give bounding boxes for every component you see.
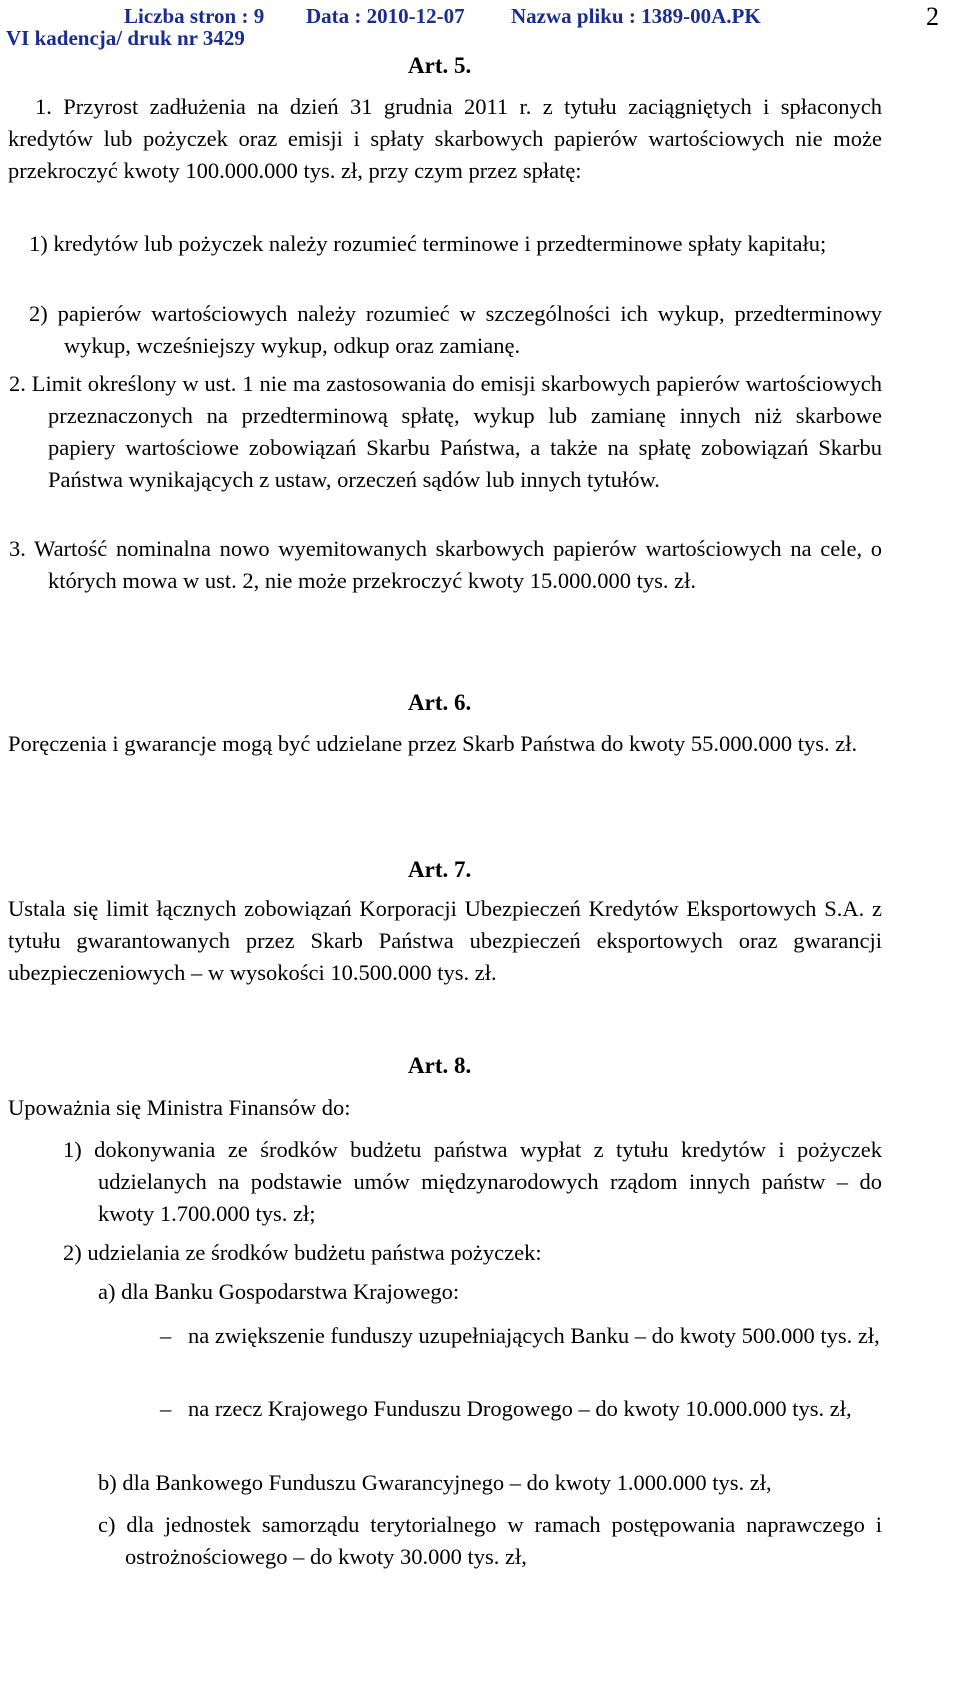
art7-text: Ustala się limit łącznych zobowiązań Korporacji Ubezpieczeń Kredytów Eksportowych S.A. z tytułu gwarantowanych przez Skarb Państwa ubezpieczeń eksportowych oraz gwarancji ubezpieczeniowych – w wysokości 10.500.000 tys. zł. xyxy=(8,896,882,985)
art5-paragraph-3: 3. Wartość nominalna nowo wyemitowanych skarbowych papierów wartościowych na cele, o których mowa w ust. 2, nie może przekroczyć kwoty 15.000.000 tys. zł. xyxy=(9,536,882,593)
art8-dash-item-2-marker: – xyxy=(160,1396,172,1421)
art8-item-2a: a) dla Banku Gospodarstwa Krajowego: xyxy=(98,1279,460,1304)
art8-item-1: 1) dokonywania ze środków budżetu państwa wypłat z tytułu kredytów i pożyczek udzielanych na podstawie umów międzynarodowych rządom innych państw – do kwoty 1.700.000 tys. zł; xyxy=(63,1137,882,1226)
art6-heading: Art. 6. xyxy=(408,690,472,715)
art8-heading: Art. 8. xyxy=(408,1053,472,1078)
art8-item-2: 2) udzielania ze środków budżetu państwa pożyczek: xyxy=(63,1240,542,1265)
header-page-count: Liczba stron : 9 xyxy=(124,4,265,28)
art5-item-2: 2) papierów wartościowych należy rozumieć w szczególności ich wykup, przedterminowy wykup, wcześniejszy wykup, odkup oraz zamianę. xyxy=(29,301,882,358)
art8-intro: Upoważnia się Ministra Finansów do: xyxy=(8,1095,351,1120)
page-number: 2 xyxy=(926,2,939,31)
header-edition: VI kadencja/ druk nr 3429 xyxy=(6,26,245,50)
art8-dash-item-1-marker: – xyxy=(160,1323,172,1348)
art8-dash-item-2: na rzecz Krajowego Funduszu Drogowego – do kwoty 10.000.000 tys. zł, xyxy=(188,1396,852,1421)
art7-heading: Art. 7. xyxy=(408,857,472,882)
art8-item-2c: c) dla jednostek samorządu terytorialnego w ramach postępowania naprawczego i ostrożnościowego – do kwoty 30.000 tys. zł, xyxy=(98,1512,882,1569)
art5-item-1: 1) kredytów lub pożyczek należy rozumieć terminowe i przedterminowe spłaty kapitału; xyxy=(29,231,827,256)
art8-item-2b: b) dla Bankowego Funduszu Gwarancyjnego – do kwoty 1.000.000 tys. zł, xyxy=(98,1470,772,1495)
art8-dash-item-1: na zwiększenie funduszy uzupełniających Banku – do kwoty 500.000 tys. zł, xyxy=(188,1323,880,1348)
art5-paragraph-1: 1. Przyrost zadłużenia na dzień 31 grudnia 2011 r. z tytułu zaciągniętych i spłaconych kredytów lub pożyczek oraz emisji i spłaty skarbowych papierów wartościowych nie może przekroczyć kwoty 100.000.000 tys. zł, przy czym przez spłatę: xyxy=(8,94,882,183)
header-date: Data : 2010-12-07 xyxy=(306,4,465,28)
art6-text: Poręczenia i gwarancje mogą być udzielane przez Skarb Państwa do kwoty 55.000.000 tys. zł. xyxy=(8,731,858,756)
header-filename: Nazwa pliku : 1389-00A.PK xyxy=(511,4,761,28)
art5-heading: Art. 5. xyxy=(408,53,472,78)
art5-paragraph-2: 2. Limit określony w ust. 1 nie ma zastosowania do emisji skarbowych papierów wartościowych przeznaczonych na przedterminową spłatę, wykup lub zamianę innych niż skarbowe papiery wartościowe zobowiązań Skarbu Państwa, a także na spłatę zobowiązań Skarbu Państwa wynikających z ustaw, orzeczeń sądów lub innych tytułów. xyxy=(9,371,882,492)
